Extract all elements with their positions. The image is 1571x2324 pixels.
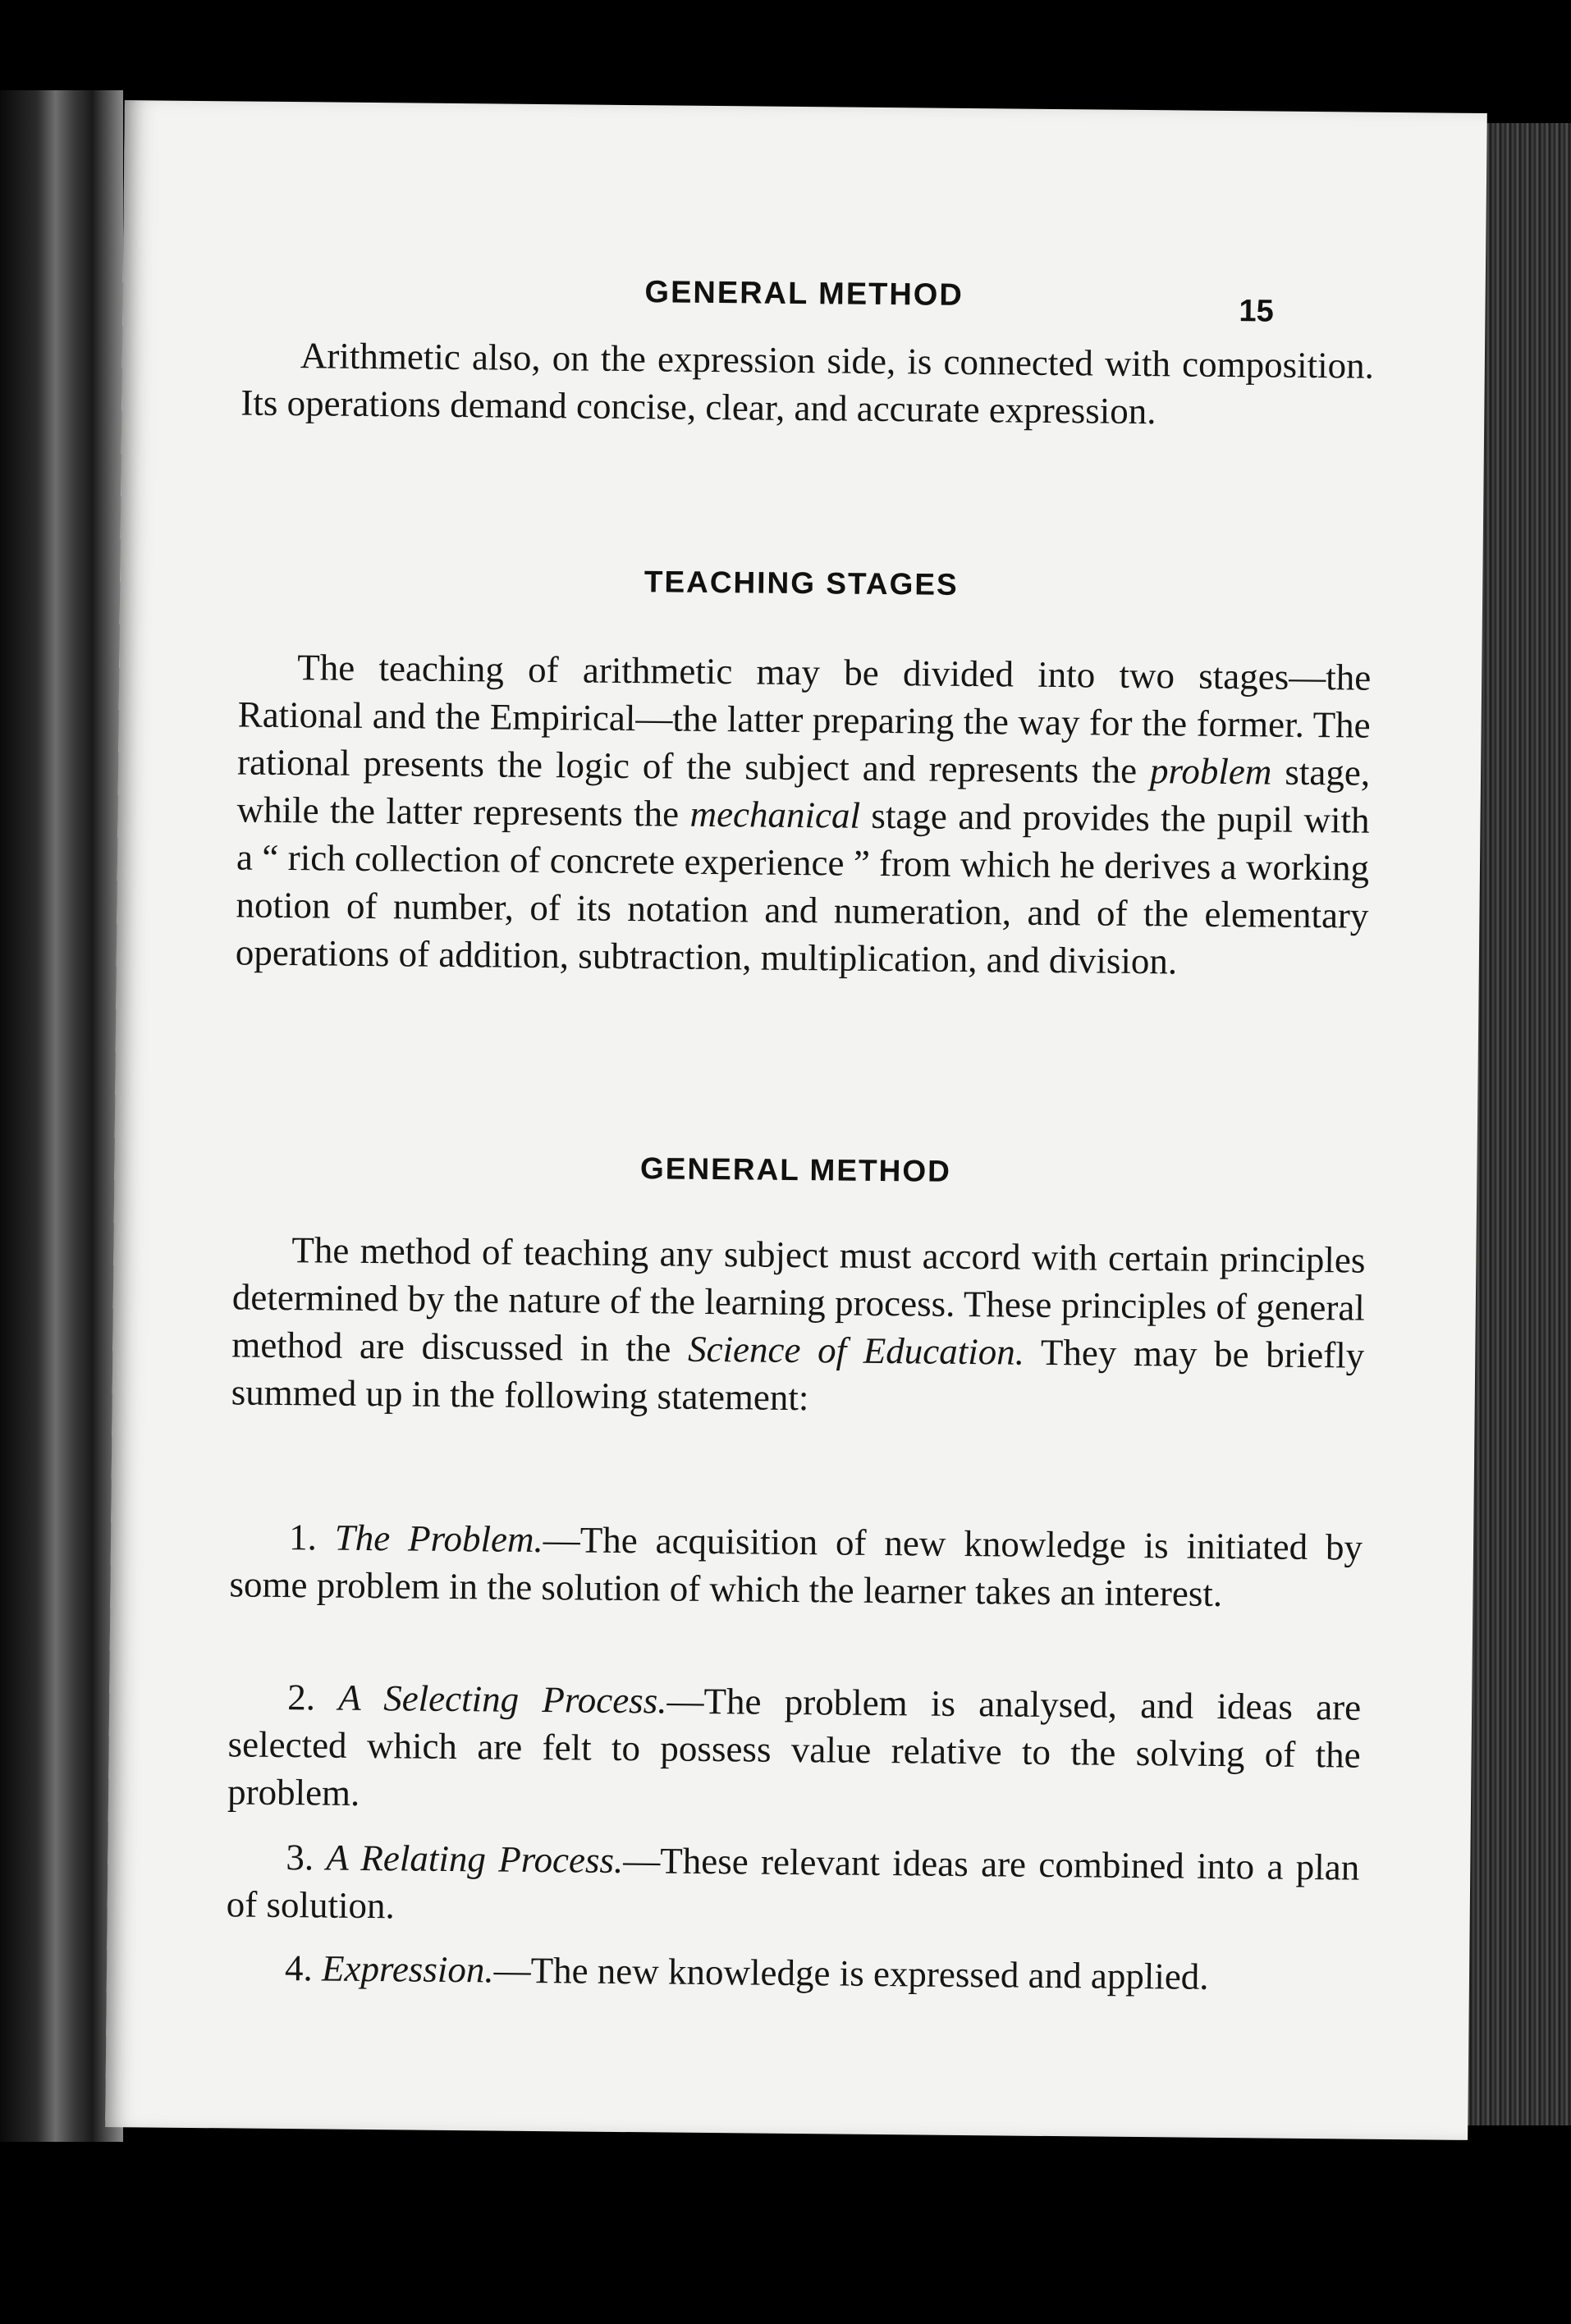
running-head: GENERAL METHOD (644, 275, 964, 313)
emphasis-problem: problem (1149, 750, 1272, 793)
general-method-paragraph: The method of teaching any subject must accord with certain principles determined by the nature of the learning process. These principles of general method are discussed in the Science of Education. They may be briefly summed up in the following statement: (231, 1229, 1366, 1419)
list-item: 2. A Selecting Process.—The problem is analysed, and ideas are selected which are felt to possess value relative to the solving of the problem. (227, 1677, 1362, 1814)
book-spine (0, 90, 123, 2142)
emphasis-science-of-education: Science of Education. (687, 1328, 1025, 1373)
list-item: 4. Expression.—The new knowledge is expressed and applied. (284, 1947, 1209, 1997)
page-number: 15 (1239, 294, 1274, 329)
teaching-stages-paragraph: The teaching of arithmetic may be divided into two stages—the Rational and the Empirical—the latter preparing the way for the former. The rational presents the logic of the subject and represents the problem stage, while the latter represents the mechanical stage and provides the pupil with a “ rich collection of concrete experience ” from which he derives a working notion of number, of its notation and numeration, and of the elementary operations of addition, subtraction, multiplication, and division. (235, 647, 1372, 982)
book-page (105, 100, 1487, 2140)
intro-paragraph: Arithmetic also, on the expression side, is connected with composition. Its operations demand concise, clear, and accurate expression. (240, 335, 1375, 432)
section-heading-general-method: GENERAL METHOD (639, 1151, 952, 1188)
section-heading-teaching-stages: TEACHING STAGES (644, 565, 959, 602)
list-item: 1. The Problem.—The acquisition of new knowledge is initiated by some problem in the solution of which the learner takes an interest. (229, 1517, 1363, 1615)
emphasis-mechanical: mechanical (689, 793, 861, 836)
list-item: 3. A Relating Process.—These relevant ideas are combined into a plan of solution. (226, 1837, 1360, 1927)
